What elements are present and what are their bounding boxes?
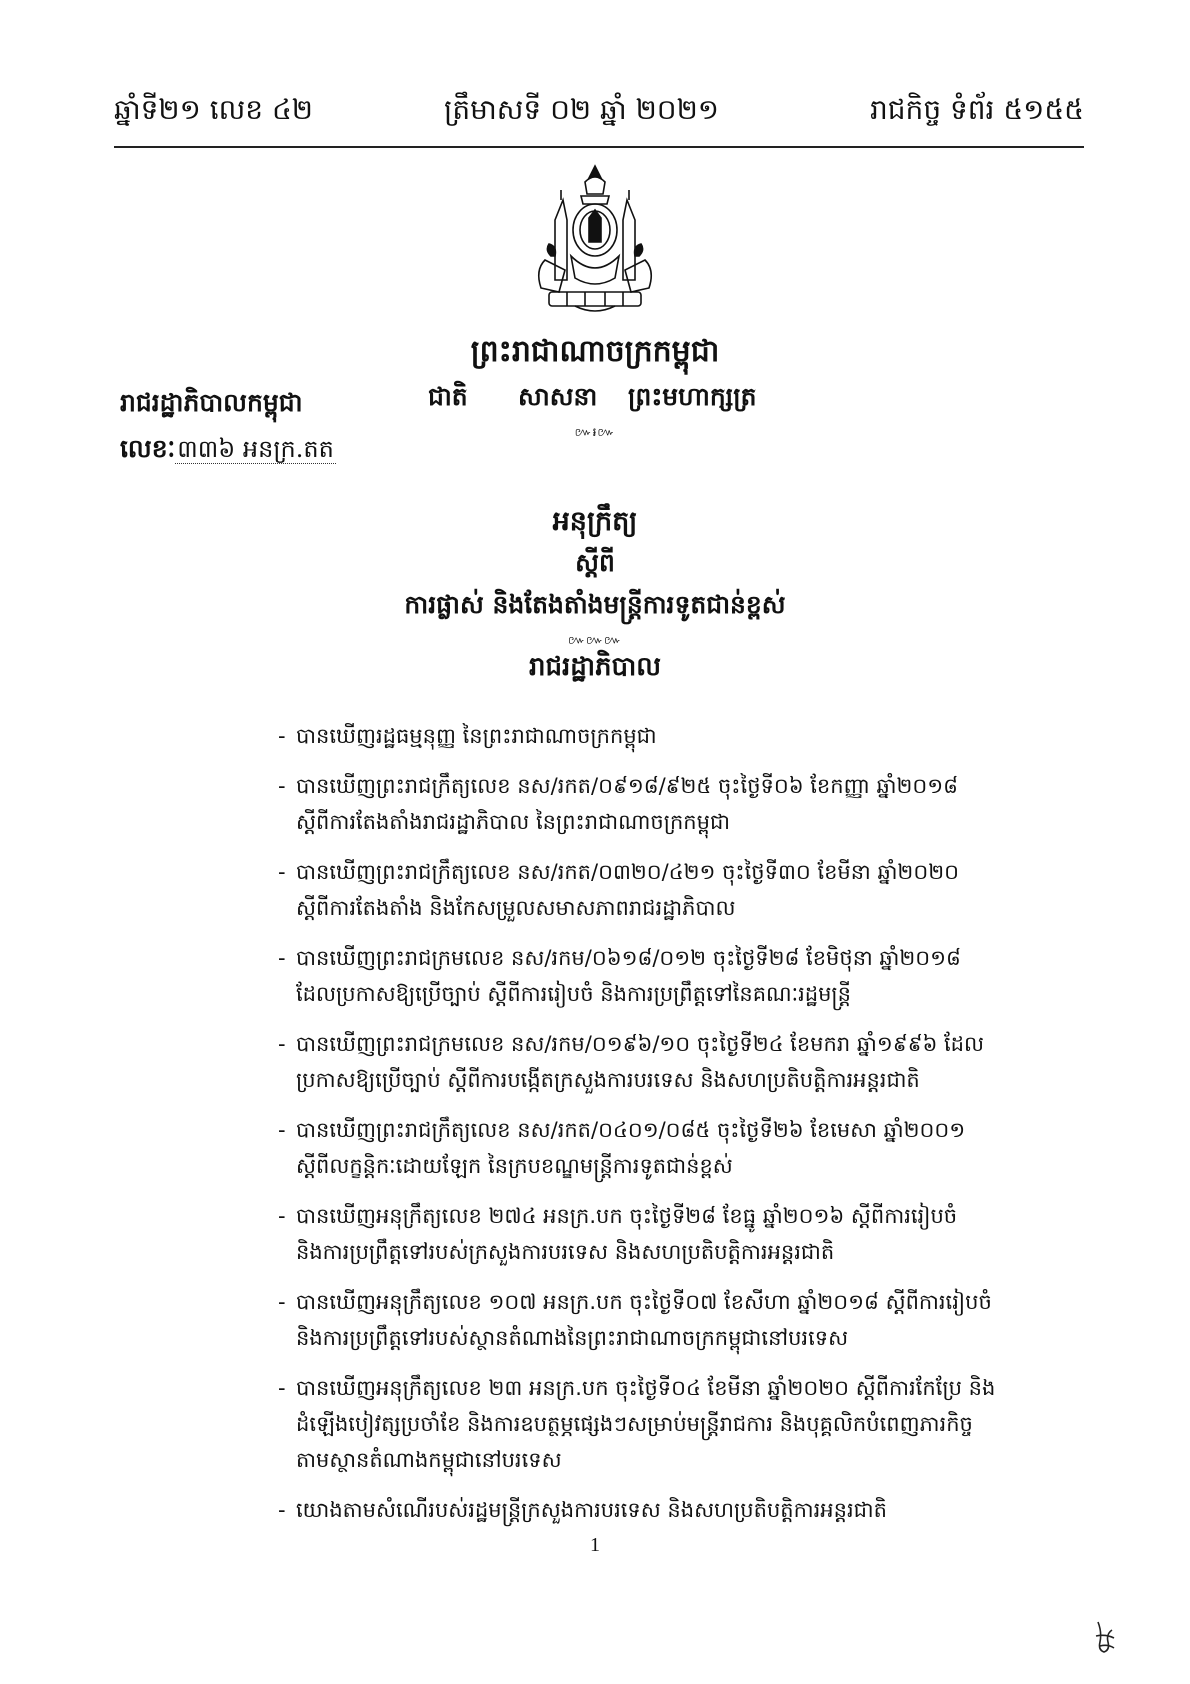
preamble-line: បានឃើញរដ្ឋធម្មនុញ្ញ នៃព្រះរាជាណាចក្រកម្ពុជា bbox=[296, 724, 657, 748]
list-dash: - bbox=[278, 1290, 286, 1314]
list-dash: - bbox=[278, 1204, 286, 1228]
preamble-line: និងការប្រព្រឹត្តទៅរបស់ស្ថានតំណាងនៃព្រះរាជាណាចក្រកម្ពុជានៅបរទេស bbox=[296, 1326, 849, 1350]
preamble-item bbox=[278, 1026, 1008, 1098]
doc-subject: ការផ្លាស់ និងតែងតាំងមន្ត្រីការទូតជាន់ខ្ពស់ bbox=[404, 590, 786, 619]
gazette-header bbox=[114, 92, 1084, 136]
preamble-item bbox=[278, 1492, 1008, 1528]
kingdom-name: ព្រះរាជាណាចក្រកម្ពុជា bbox=[470, 334, 720, 369]
ornament-divider: ៚៛៚ bbox=[574, 425, 616, 439]
preamble-item bbox=[278, 1112, 1008, 1184]
doc-type-title: អនុក្រឹត្យ bbox=[552, 506, 638, 537]
preamble-line: តាមស្ថានតំណាងកម្ពុជានៅបរទេស bbox=[296, 1448, 562, 1472]
gazette-issue: ឆ្នាំទី២១ លេខ ៤២ bbox=[114, 93, 313, 126]
issuing-authority: រាជរដ្ឋាភិបាលកម្ពុជា bbox=[120, 388, 303, 417]
document-number-label: លេខៈ bbox=[120, 434, 176, 463]
royal-coat-of-arms-icon bbox=[515, 160, 675, 325]
gazette-quarter: ត្រឹមាសទី ០២ ឆ្នាំ ២០២១ bbox=[444, 93, 719, 126]
preamble-item bbox=[278, 718, 1008, 754]
gazette-page: រាជកិច្ច ទំព័រ ៥១៥៥ bbox=[870, 93, 1084, 126]
preamble-line: បានឃើញព្រះរាជក្រឹត្យលេខ នស/រកត/០៩១៨/៩២៥ ចុះថ្ងៃទី០៦ ខែកញ្ញា ឆ្នាំ២០១៨ bbox=[296, 774, 959, 798]
preamble-line: បានឃើញព្រះរាជក្រមលេខ នស/រកម/០១៩៦/១០ ចុះថ្ងៃទី២៤ ខែមករា ឆ្នាំ១៩៩៦ ដែល bbox=[296, 1032, 984, 1056]
preamble-line: ដែលប្រកាសឱ្យប្រើច្បាប់ ស្តីពីការរៀបចំ និងការប្រព្រឹត្តទៅនៃគណៈរដ្ឋមន្ត្រី bbox=[296, 982, 852, 1006]
preamble-line: បានឃើញអនុក្រឹត្យលេខ ២៣ អនក្រ.បក ចុះថ្ងៃទី០៤ ខែមីនា ឆ្នាំ២០២០ ស្តីពីការកែប្រែ និង bbox=[296, 1376, 996, 1400]
preamble-line: ស្តីពីការតែងតាំងរាជរដ្ឋាភិបាល នៃព្រះរាជាណាចក្រកម្ពុជា bbox=[296, 810, 730, 834]
list-dash: - bbox=[278, 946, 286, 970]
preamble-line: យោងតាមសំណើរបស់រដ្ឋមន្ត្រីក្រសួងការបរទេស និងសហប្រតិបត្តិការអន្តរជាតិ bbox=[296, 1498, 887, 1522]
title-ornament: ៚៚៚ bbox=[568, 633, 622, 647]
preamble-line: បានឃើញព្រះរាជក្រឹត្យលេខ នស/រកត/០៤០១/០៨៥ ចុះថ្ងៃទី២៦ ខែមេសា ឆ្នាំ២០០១ bbox=[296, 1118, 966, 1142]
list-dash: - bbox=[278, 1498, 286, 1522]
preamble-item bbox=[278, 768, 1008, 840]
preamble-line: បានឃើញអនុក្រឹត្យលេខ ២៧៤ អនក្រ.បក ចុះថ្ងៃទី២៨ ខែធ្នូ ឆ្នាំ២០១៦ ស្តីពីការរៀបចំ bbox=[296, 1204, 958, 1228]
header-divider bbox=[114, 146, 1084, 148]
preamble-item bbox=[278, 1284, 1008, 1356]
page-number: 1 bbox=[590, 1534, 600, 1556]
preamble-item bbox=[278, 1370, 1008, 1478]
motto-nation: ជាតិ bbox=[428, 382, 468, 411]
issuing-body: រាជរដ្ឋាភិបាល bbox=[528, 652, 662, 682]
document-number bbox=[120, 434, 336, 470]
preamble-item bbox=[278, 854, 1008, 926]
preamble-line: ស្តីពីលក្ខន្តិកៈដោយឡែក នៃក្របខណ្ឌមន្ត្រីការទូតជាន់ខ្ពស់ bbox=[296, 1154, 733, 1178]
preamble-line: ដំឡើងបៀវត្សប្រចាំខែ និងការឧបត្ថម្ភផ្សេងៗសម្រាប់មន្ត្រីរាជការ និងបុគ្គលិកបំពេញភារកិច្ច bbox=[296, 1412, 973, 1436]
list-dash: - bbox=[278, 1032, 286, 1056]
initials-signature-icon bbox=[1090, 1616, 1120, 1656]
preamble-item bbox=[278, 940, 1008, 1012]
preamble-line: ប្រកាសឱ្យប្រើច្បាប់ ស្តីពីការបង្កើតក្រសួងការបរទេស និងសហប្រតិបត្តិការអន្តរជាតិ bbox=[296, 1068, 920, 1092]
list-dash: - bbox=[278, 1376, 286, 1400]
preamble-list bbox=[278, 718, 1008, 1542]
list-dash: - bbox=[278, 724, 286, 748]
doc-subject-label: ស្តីពី bbox=[575, 548, 615, 577]
list-dash: - bbox=[278, 860, 286, 884]
list-dash: - bbox=[278, 774, 286, 798]
document-number-value: ៣៣៦ អនក្រ.តត bbox=[177, 435, 334, 463]
motto-king: ព្រះមហាក្សត្រ bbox=[628, 382, 757, 411]
preamble-line: បានឃើញព្រះរាជក្រមលេខ នស/រកម/០៦១៨/០១២ ចុះថ្ងៃទី២៨ ខែមិថុនា ឆ្នាំ២០១៨ bbox=[296, 946, 961, 970]
list-dash: - bbox=[278, 1118, 286, 1142]
preamble-line: និងការប្រព្រឹត្តទៅរបស់ក្រសួងការបរទេស និងសហប្រតិបត្តិការអន្តរជាតិ bbox=[296, 1240, 835, 1264]
preamble-line: បានឃើញព្រះរាជក្រឹត្យលេខ នស/រកត/០៣២០/៤២១ ចុះថ្ងៃទី៣០ ខែមីនា ឆ្នាំ២០២០ bbox=[296, 860, 959, 884]
preamble-line: ស្តីពីការតែងតាំង និងកែសម្រួលសមាសភាពរាជរដ្ឋាភិបាល bbox=[296, 896, 736, 920]
preamble-item bbox=[278, 1198, 1008, 1270]
preamble-line: បានឃើញអនុក្រឹត្យលេខ ១០៧ អនក្រ.បក ចុះថ្ងៃទី០៧ ខែសីហា ឆ្នាំ២០១៨ ស្តីពីការរៀបចំ bbox=[296, 1290, 992, 1314]
motto-religion: សាសនា bbox=[518, 382, 598, 411]
